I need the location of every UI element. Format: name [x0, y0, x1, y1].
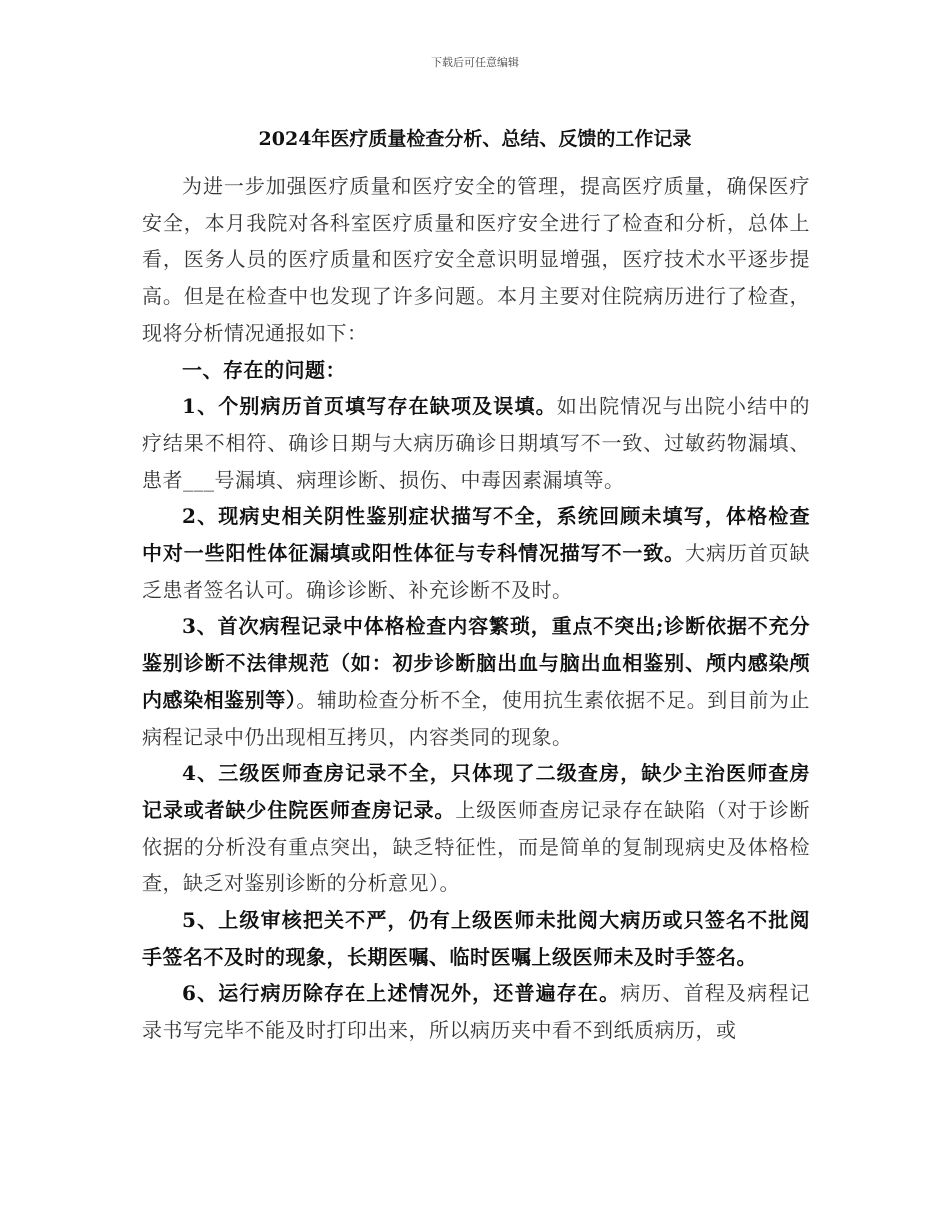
document-body	[142, 168, 810, 1049]
issue-item-3-bold: 3、首次病程记录中体格检查内容繁琐，重点不突出;诊断依据不充分鉴别诊断不法律规范（如：初步诊断脑出血与脑出血相鉴别、颅内感染颅内感染相鉴别等）	[142, 614, 810, 712]
intro-paragraph: 为进一步加强医疗质量和医疗安全的管理，提高医疗质量，确保医疗安全，本月我院对各科室医疗质量和医疗安全进行了检查和分析，总体上看，医务人员的医疗质量和医疗安全意识明显增强，医疗技术水平逐步提高。但是在检查中也发现了许多问题。本月主要对住院病历进行了检查，现将分析情况通报如下：	[142, 174, 810, 345]
issue-item-5	[142, 902, 810, 975]
issue-item-4-text: 上级医师查房记录存在缺陷（对于诊断依据的分析没有重点突出，缺乏特征性，而是简单的复制现病史及体格检查，缺乏对鉴别诊断的分析意见）。	[142, 797, 811, 896]
section-heading: 一、存在的问题：	[182, 357, 346, 382]
issue-item-5-bold: 5、上级审核把关不严，仍有上级医师未批阅大病历或只签名不批阅手签名不及时的现象，长期医嘱、临时医嘱上级医师未及时手签名。	[142, 908, 810, 969]
issue-item-2-bold: 2、现病史相关阴性鉴别症状描写不全，系统回顾未填写，体格检查中对一些阳性体征漏填或阳性体征与专科情况描写不一致。	[142, 504, 810, 566]
document-title: 2024年医疗质量检查分析、总结、反馈的工作记录	[258, 128, 692, 150]
issue-item-3-text: 。辅助检查分析不全，使用抗生素依据不足。到目前为止病程记录中仍出现相互拷贝，内容类同的现象。	[142, 687, 810, 749]
issue-item-1-text: 如出院情况与出院小结中的疗结果不相符、确诊日期与大病历确诊日期填写不一致、过敏药物漏填、患者___号漏填、病理诊断、损伤、中毒因素漏填等。	[142, 394, 811, 492]
issue-item-6-bold: 6、运行病历除存在上述情况外，还普遍存在。	[182, 981, 621, 1006]
issue-item-1	[142, 388, 810, 498]
issue-item-3	[142, 608, 810, 755]
issue-item-4	[142, 755, 810, 902]
issue-item-2	[142, 498, 810, 608]
issue-item-4-bold: 4、三级医师查房记录不全，只体现了二级查房，缺少主治医师查房记录或者缺少住院医师查房记录。	[142, 761, 810, 822]
page-header-note: 下载后可任意编辑	[431, 56, 519, 69]
issue-item-2-text: 大病历首页缺乏患者签名认可。确诊诊断、补充诊断不及时。	[142, 541, 811, 602]
issue-item-6-text: 病历、首程及病程记录书写完毕不能及时打印出来，所以病历夹中看不到纸质病历，或	[142, 981, 810, 1043]
issue-item-6	[142, 975, 810, 1048]
issue-item-1-bold: 1、个别病历首页填写存在缺项及误填。	[182, 394, 557, 419]
